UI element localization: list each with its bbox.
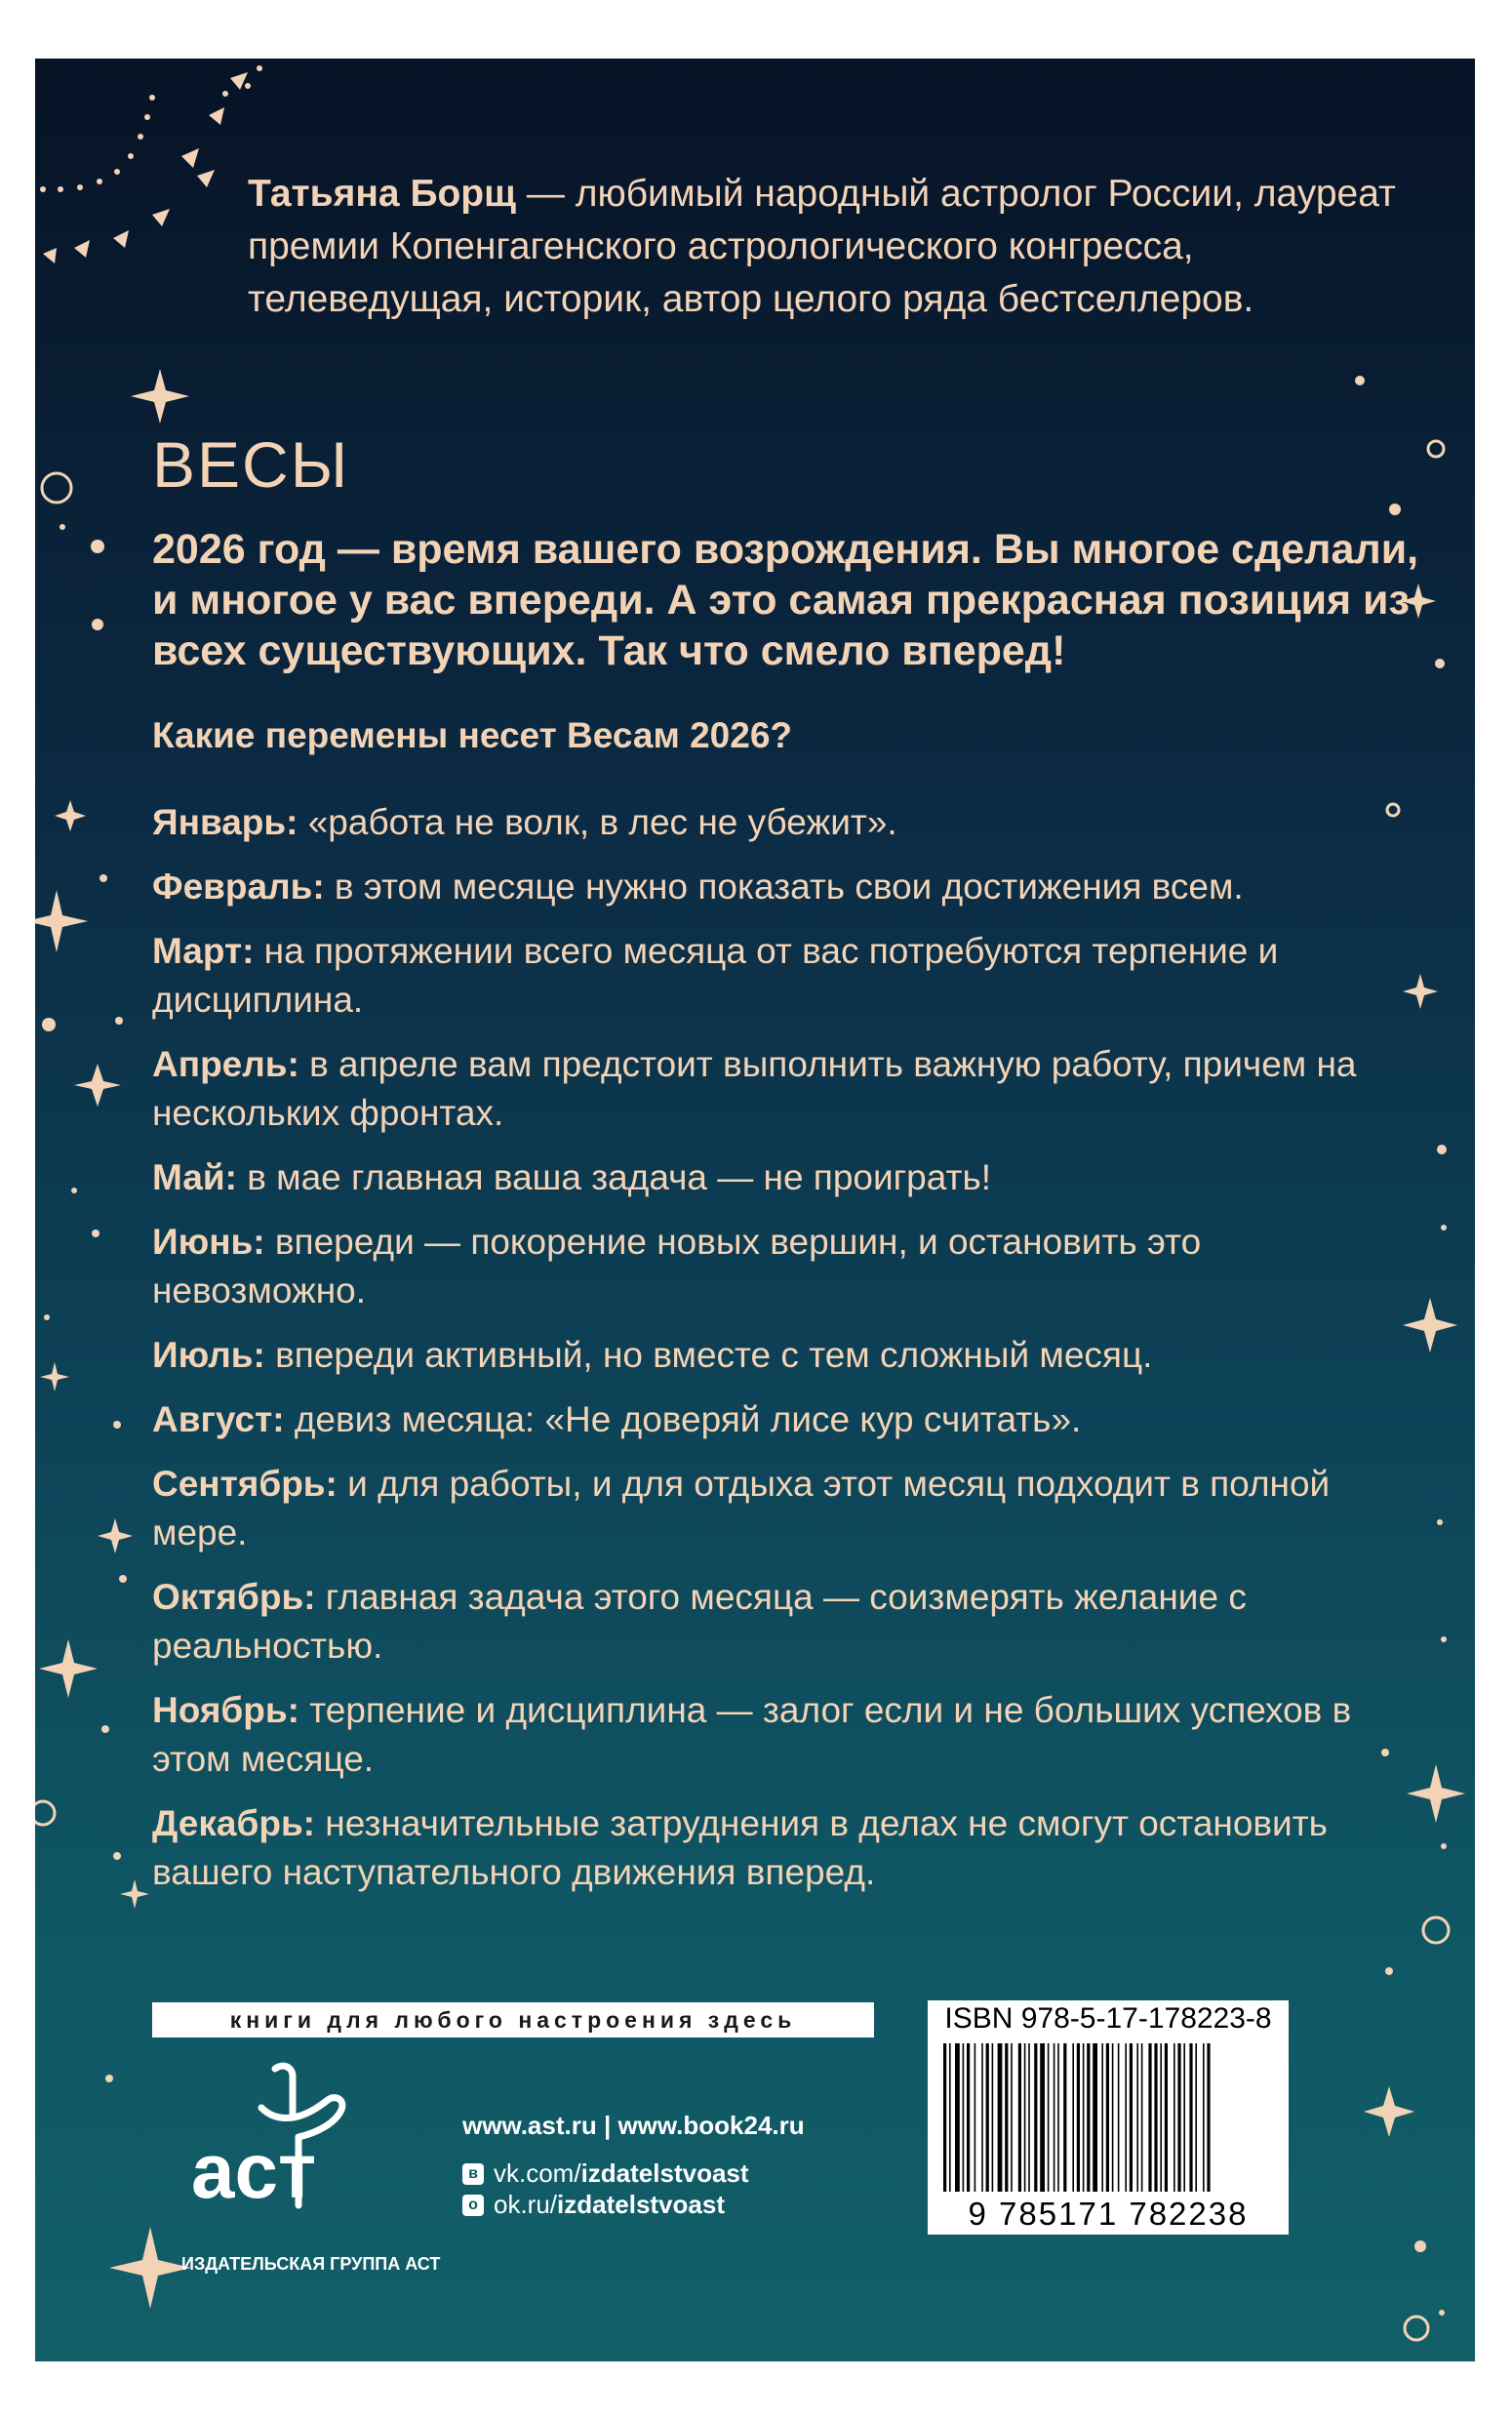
month-april	[152, 1040, 1420, 1138]
month-text: терпение и дисциплина — залог если и не больших успехов в этом месяце.	[152, 1690, 1352, 1779]
month-name: Октябрь:	[152, 1577, 316, 1617]
zodiac-sign-title: ВЕСЫ	[152, 428, 350, 501]
book-back-cover	[35, 59, 1475, 2361]
month-name: Февраль:	[152, 867, 325, 907]
logo-text: аст	[191, 2127, 317, 2214]
ok-link[interactable]	[462, 2190, 725, 2220]
month-may	[152, 1153, 1420, 1202]
month-name: Апрель:	[152, 1044, 299, 1084]
vk-link[interactable]	[462, 2158, 749, 2189]
month-december	[152, 1799, 1420, 1897]
month-text: в апреле вам предстоит выполнить важную работу, причем на нескольких фронтах.	[152, 1044, 1357, 1133]
tagline-banner: книги для любого настроения здесь	[152, 2002, 874, 2037]
author-description: — любимый народный астролог России, лауреат премии Копенгагенского астрологического конгресса, телеведущая, историк, автор целого ряда бестселлеров.	[248, 173, 1396, 320]
month-march	[152, 927, 1420, 1025]
month-text: на протяжении всего месяца от вас потребуются терпение и дисциплина.	[152, 931, 1279, 1020]
isbn-number: ISBN 978-5-17-178223-8	[944, 2002, 1272, 2035]
month-text: впереди — покорение новых вершин, и остановить это невозможно.	[152, 1222, 1202, 1311]
month-name: Январь:	[152, 802, 298, 842]
vk-icon: в	[462, 2163, 484, 2185]
month-name: Март:	[152, 931, 255, 971]
month-name: Июль:	[152, 1335, 265, 1375]
website-links[interactable]: www.ast.ru | www.book24.ru	[462, 2111, 805, 2140]
month-name: Сентябрь:	[152, 1464, 338, 1504]
barcode-bars-icon	[939, 2043, 1277, 2192]
month-text: незначительные затруднения в делах не смогут остановить вашего наступательного движения вперед.	[152, 1803, 1328, 1892]
month-text: «работа не волк, в лес не убежит».	[298, 802, 897, 842]
month-name: Декабрь:	[152, 1803, 316, 1843]
month-september	[152, 1460, 1420, 1557]
vk-handle: izdatelstvoast	[580, 2158, 749, 2188]
author-bio	[248, 168, 1448, 326]
month-february	[152, 863, 1420, 911]
isbn-barcode	[928, 2000, 1289, 2235]
forecast-question: Какие перемены несет Весам 2026?	[152, 715, 793, 755]
month-june	[152, 1218, 1420, 1315]
month-text: девиз месяца: «Не доверяй лисе кур считать».	[284, 1399, 1082, 1439]
month-july	[152, 1331, 1420, 1380]
month-name: Ноябрь:	[152, 1690, 299, 1730]
month-november	[152, 1686, 1420, 1784]
ok-handle: izdatelstvoast	[557, 2190, 725, 2219]
monthly-forecast-list	[152, 798, 1420, 1913]
month-name: Июнь:	[152, 1222, 265, 1262]
month-january	[152, 798, 1420, 847]
publisher-name: ИЗДАТЕЛЬСКАЯ ГРУППА АСТ	[181, 2254, 441, 2274]
month-text: впереди активный, но вместе с тем сложный месяц.	[264, 1335, 1153, 1375]
month-text: главная задача этого месяца — соизмерять желание с реальностью.	[152, 1577, 1247, 1666]
month-name: Май:	[152, 1157, 237, 1197]
vk-domain: vk.com/	[494, 2158, 581, 2188]
author-name: Татьяна Борщ	[248, 173, 517, 215]
month-text: и для работы, и для отдыха этот месяц подходит в полной мере.	[152, 1464, 1331, 1553]
month-august	[152, 1395, 1420, 1444]
ast-logo-icon	[181, 2059, 377, 2225]
ok-icon: о	[462, 2195, 484, 2216]
month-text: в мае главная ваша задача — не проиграть!	[236, 1157, 992, 1197]
lead-paragraph: 2026 год — время вашего возрождения. Вы многое сделали, и многое у вас впереди. А это самая прекрасная позиция из всех существующих. Так что смело вперед!	[152, 526, 1419, 674]
month-text: в этом месяце нужно показать свои достижения всем.	[324, 867, 1244, 907]
month-name: Август:	[152, 1399, 285, 1439]
ok-domain: ok.ru/	[494, 2190, 558, 2219]
month-october	[152, 1573, 1420, 1671]
ean-number: 9 785171 782238	[968, 2196, 1249, 2232]
